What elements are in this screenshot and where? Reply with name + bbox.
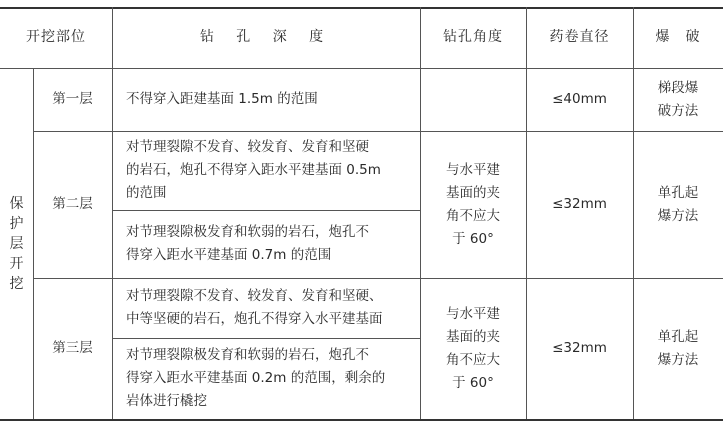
header-blast: 爆 破: [655, 29, 701, 45]
layer2-depth-b: 对节理裂隙极发育和软弱的岩石，炮孔不 得穿入距水平建基面 0.7m 的范围: [126, 224, 369, 263]
header-section: 开挖部位: [26, 29, 86, 45]
group-label-char: 开: [9, 255, 24, 272]
layer3-depth-a: 对节理裂隙不发育、较发育、发育和坚硬、 中等坚硬的岩石，炮孔不得穿入水平建基面: [126, 288, 383, 327]
layer2-depth-a: 对节理裂隙不发育、较发育、发育和坚硬 的岩石，炮孔不得穿入距水平建基面 0.5m 的范围: [126, 139, 381, 201]
layer3-blast: 单孔起 爆方法: [657, 328, 699, 368]
layer2-label: 第二层: [52, 196, 93, 212]
group-label-char: 层: [9, 235, 24, 252]
header-angle: 钻孔角度: [443, 29, 503, 45]
layer2-angle: 与水平建 基面的夹 角不应大 于 60°: [446, 161, 500, 247]
layer1-angle: [420, 68, 526, 131]
layer3-label: 第三层: [52, 340, 93, 356]
layer3-depth-b: 对节理裂隙极发育和软弱的岩石，炮孔不 得穿入距水平建基面 0.2m 的范围，剩余的 岩体进行橇挖: [126, 347, 386, 409]
layer1-blast: 梯段爆 破方法: [657, 79, 699, 119]
layer3-angle: 与水平建 基面的夹 角不应大 于 60°: [446, 305, 500, 391]
header-depth: 钻 孔 深 度: [199, 29, 333, 45]
table-bottom-border: [0, 419, 723, 421]
layer2-diameter: ≤32mm: [552, 196, 607, 212]
layer3-diameter: ≤32mm: [552, 340, 607, 356]
group-label-char: 保: [9, 195, 24, 212]
layer1-label: 第一层: [52, 91, 93, 107]
layer1-diameter: ≤40mm: [552, 91, 607, 107]
layer1-depth: 不得穿入距建基面 1.5m 的范围: [126, 91, 318, 107]
group-label-char: 护: [9, 215, 24, 232]
layer2-blast: 单孔起 爆方法: [657, 184, 699, 224]
header-diameter: 药卷直径: [549, 29, 610, 45]
group-label-char: 挖: [9, 275, 24, 292]
group-label-protective-layer: [0, 68, 33, 419]
